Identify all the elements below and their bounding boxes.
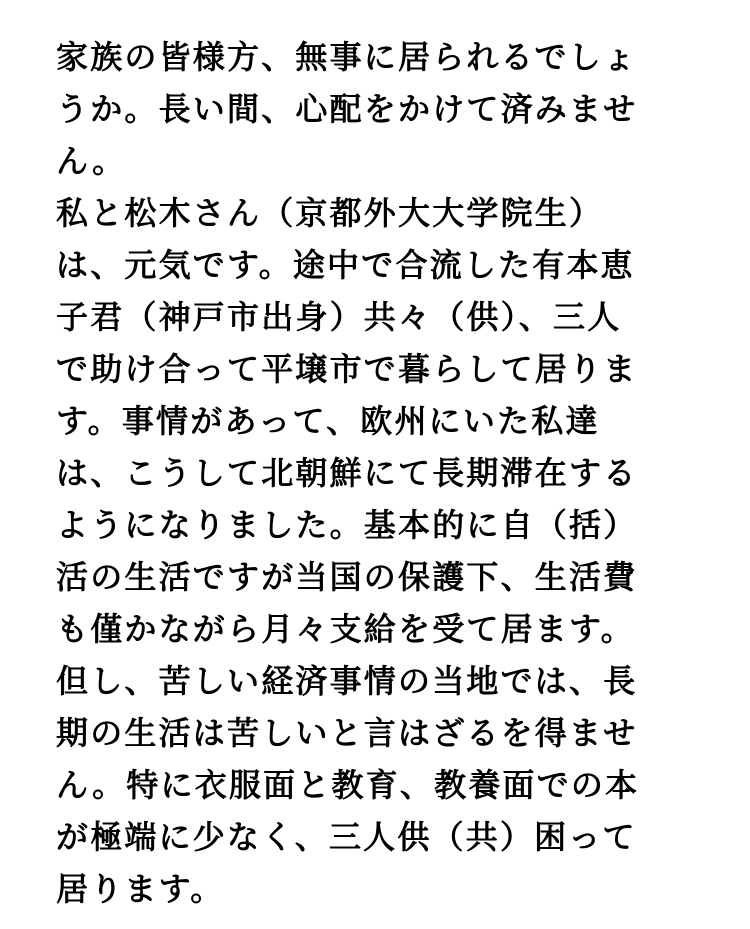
text-line-10: ようになりました。基本的に自（括）	[56, 506, 638, 544]
text-line-8: す。事情があって、欧州にいた私達	[56, 402, 600, 440]
text-line-11: 活の生活ですが当国の保護下、生活費	[56, 558, 638, 596]
text-line-14: 期の生活は苦しいと言はざるを得ませ	[56, 714, 638, 752]
text-line-6: 子君（神戸市出身）共々（供）、三人	[56, 298, 622, 336]
letter-text	[56, 31, 706, 915]
text-line-3: ん。	[56, 142, 127, 180]
text-line-1: 家族の皆様方、無事に居られるでしょ	[56, 38, 638, 76]
text-line-7: で助け合って平壌市で暮らして居りま	[56, 350, 638, 388]
text-line-13: 但し、苦しい経済事情の当地では、長	[56, 662, 638, 700]
text-line-16: が極端に少なく、三人供（共）困って	[56, 818, 637, 856]
text-line-2: うか。長い間、心配をかけて済みませ	[56, 90, 638, 128]
text-line-5: は、元気です。途中で合流した有本恵	[56, 246, 635, 284]
text-line-4: 私と松木さん（京都外大大学院生）	[56, 194, 604, 232]
text-line-12: も僅かながら月々支給を受て居ます。	[56, 610, 635, 648]
text-line-17: 居ります。	[56, 870, 225, 908]
text-line-15: ん。特に衣服面と教育、教養面での本	[56, 766, 640, 804]
text-line-9: は、こうして北朝鮮にて長期滞在する	[56, 454, 638, 492]
